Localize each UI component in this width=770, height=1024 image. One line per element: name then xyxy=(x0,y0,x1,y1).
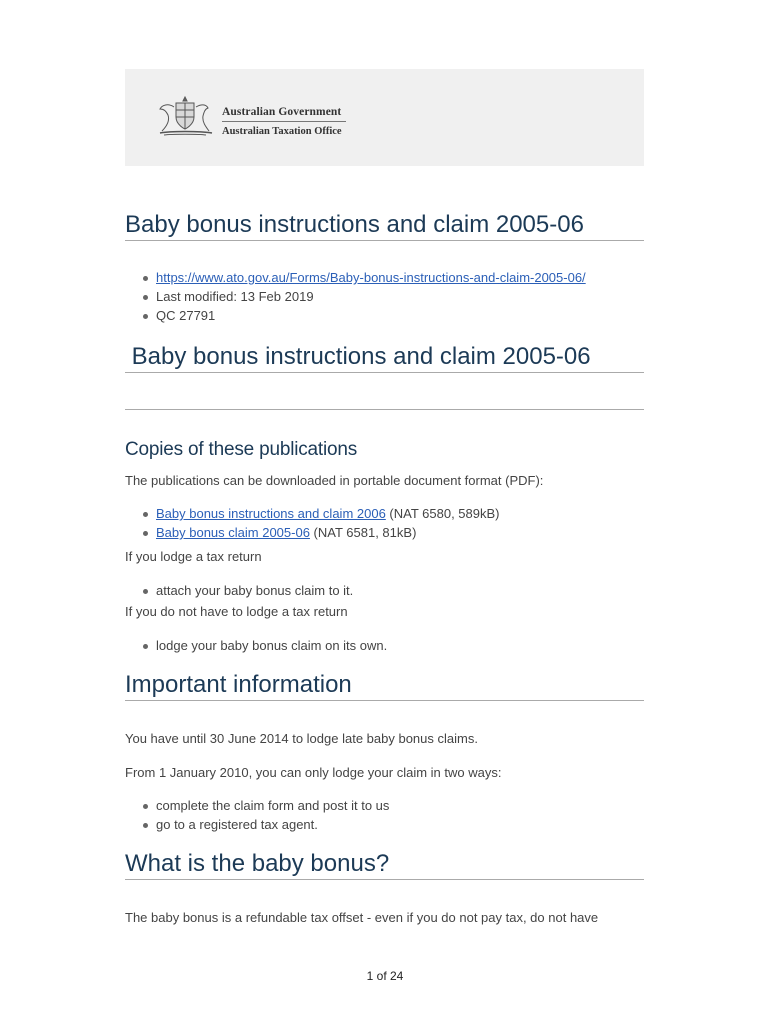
important-p1: You have until 30 June 2014 to lodge late baby bonus claims. xyxy=(125,731,478,746)
meta-list xyxy=(125,268,644,325)
lodge-list xyxy=(125,581,644,600)
whatis-heading: What is the baby bonus? xyxy=(125,849,644,880)
publication-link-claim[interactable]: Baby bonus claim 2005-06 xyxy=(156,525,310,540)
publications-list xyxy=(125,504,644,542)
nolodge-item: lodge your baby bonus claim on its own. xyxy=(156,636,644,655)
important-p2: From 1 January 2010, you can only lodge your claim in two ways: xyxy=(125,765,502,780)
copies-intro: The publications can be downloaded in portable document format (PDF): xyxy=(125,473,544,488)
agency-name: Australian Taxation Office xyxy=(222,126,342,137)
lodge-method-item: go to a registered tax agent. xyxy=(156,815,644,834)
lodge-method-item: complete the claim form and post it to us xyxy=(156,796,644,815)
meta-url-item xyxy=(156,268,644,287)
lodge-heading: If you lodge a tax return xyxy=(125,549,262,564)
meta-qc: QC 27791 xyxy=(156,306,644,325)
page-subtitle: Baby bonus instructions and claim 2005-06 xyxy=(125,342,644,373)
nolodge-list xyxy=(125,636,644,655)
page-number: 1 of 24 xyxy=(366,969,404,983)
lodge-methods-list xyxy=(125,796,644,834)
publication-detail: (NAT 6580, 589kB) xyxy=(385,506,500,521)
important-heading: Important information xyxy=(125,670,644,701)
page-title: Baby bonus instructions and claim 2005-06 xyxy=(125,210,644,241)
nolodge-heading: If you do not have to lodge a tax return xyxy=(125,604,348,619)
publication-item xyxy=(156,504,644,523)
coat-of-arms-icon xyxy=(152,95,218,139)
lodge-item: attach your baby bonus claim to it. xyxy=(156,581,644,600)
org-divider xyxy=(222,121,346,122)
meta-last-modified: Last modified: 13 Feb 2019 xyxy=(156,287,644,306)
whatis-p1: The baby bonus is a refundable tax offset - even if you do not pay tax, do not have xyxy=(125,910,599,925)
publication-link-instructions[interactable]: Baby bonus instructions and claim 2006 xyxy=(156,506,386,521)
document-page xyxy=(125,69,644,926)
header-banner xyxy=(125,69,644,166)
org-name: Australian Government xyxy=(222,106,342,118)
copies-heading: Copies of these publications xyxy=(125,439,358,460)
section-divider xyxy=(125,409,644,410)
publication-detail: (NAT 6581, 81kB) xyxy=(309,525,417,540)
publication-item xyxy=(156,523,644,542)
source-url-link[interactable]: https://www.ato.gov.au/Forms/Baby-bonus-instructions-and-claim-2005-06/ xyxy=(156,270,586,285)
